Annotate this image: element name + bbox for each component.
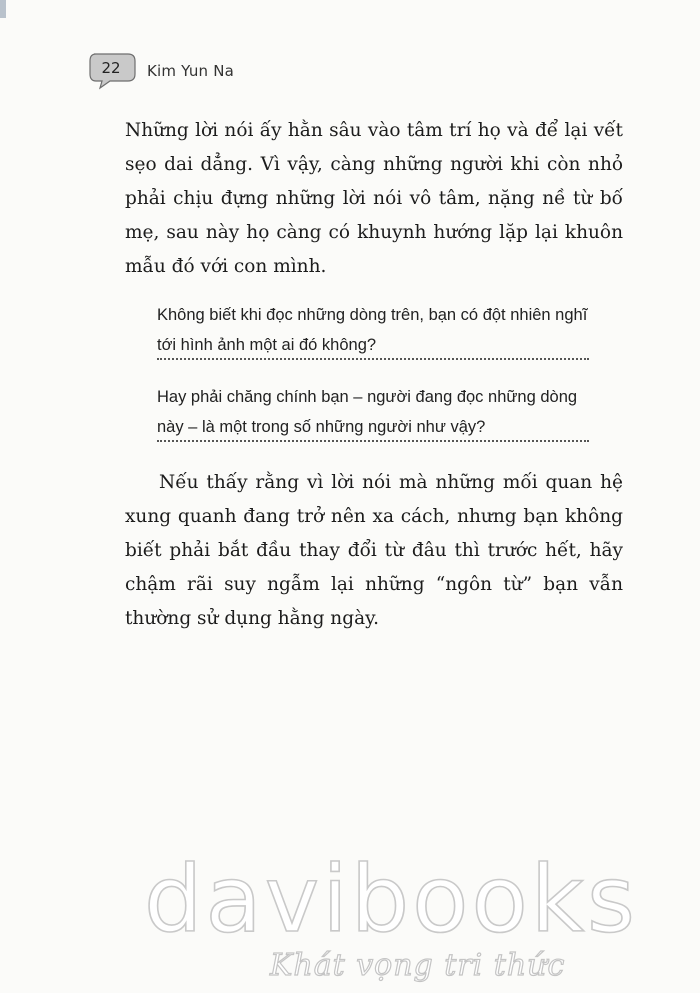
- watermark-brand: davibooks: [144, 846, 638, 953]
- body-paragraph-1: Những lời nói ấy hằn sâu vào tâm trí họ và để lại vết sẹo dai dẳng. Vì vậy, càng những người khi còn nhỏ phải chịu đựng những lời nói vô tâm, nặng nề từ bố mẹ, sau này họ càng có khuynh hướng lặp lại khuôn mẫu đó với con mình.: [125, 120, 623, 277]
- callout-text: Hay phải chăng chính bạn – người đang đọc những dòng này – là một trong số những người như vậy?: [157, 388, 578, 436]
- watermark-tagline: Khát vọng tri thức: [270, 948, 566, 983]
- author-name: Kim Yun Na: [147, 62, 235, 80]
- page-edge-mark: [0, 0, 6, 18]
- page-number-badge: [88, 50, 142, 88]
- callout-question-1: [157, 300, 589, 360]
- body-paragraph-2: Nếu thấy rằng vì lời nói mà những mối quan hệ xung quanh đang trở nên xa cách, nhưng bạn không biết phải bắt đầu thay đổi từ đâu thì trước hết, hãy chậm rãi suy ngẫm lại những “ngôn từ” bạn vẫn thường sử dụng hằng ngày.: [125, 472, 623, 629]
- callout-question-2: [157, 382, 589, 442]
- callout-text: Không biết khi đọc những dòng trên, bạn có đột nhiên nghĩ tới hình ảnh một ai đó không?: [157, 306, 588, 354]
- page-header: [88, 50, 388, 90]
- page-number: 22: [101, 59, 121, 77]
- publisher-watermark: [130, 846, 638, 990]
